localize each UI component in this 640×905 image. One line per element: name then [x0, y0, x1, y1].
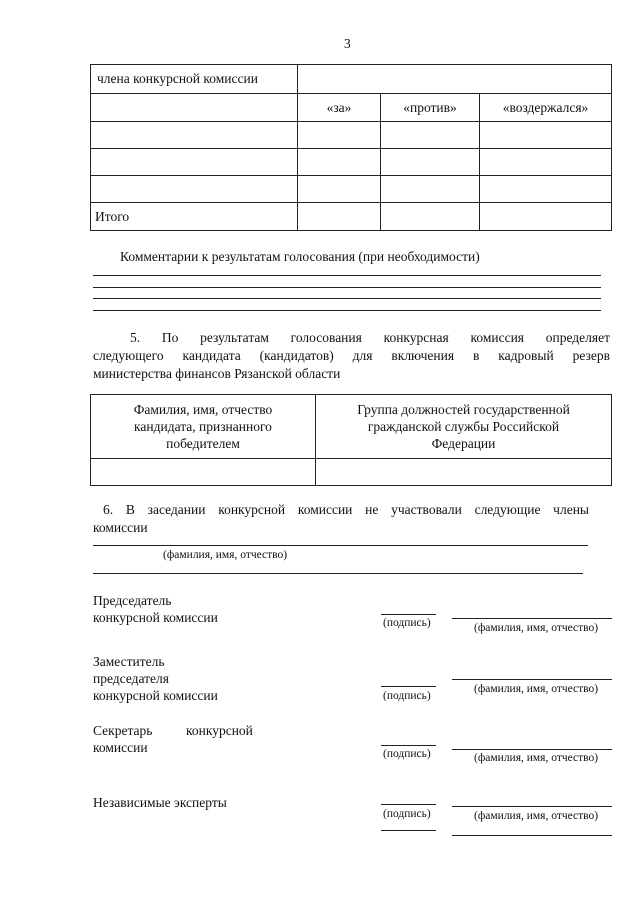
secretary-label-3: комиссии — [93, 740, 148, 755]
vote-table — [90, 64, 612, 231]
chairman-sign-hint: (подпись) — [383, 617, 431, 629]
table-row — [91, 459, 612, 486]
col-abstained: «воздержался» — [480, 94, 612, 122]
table-row — [91, 122, 612, 149]
deputy-label-1: Заместитель — [93, 654, 165, 669]
experts-fio-line-2 — [452, 835, 612, 836]
absent-members-line — [93, 573, 583, 574]
col-for: «за» — [298, 94, 381, 122]
secretary-sign-hint: (подпись) — [383, 748, 431, 760]
experts-sign-line-2 — [381, 830, 436, 831]
comments-label: Комментарии к результатам голосования (при необходимости) — [120, 249, 480, 264]
deputy-label-2: председателя — [93, 671, 169, 686]
section5-line2: следующего кандидата (кандидатов) для включения в кадровый резерв — [93, 348, 610, 363]
absent-fio-hint: (фамилия, имя, отчество) — [163, 549, 288, 561]
col-against: «против» — [381, 94, 480, 122]
secretary-label-1: Секретарь — [93, 723, 153, 738]
section6-line1: 6. В заседании конкурсной комиссии не участвовали следующие члены — [103, 502, 589, 517]
deputy-label-3: конкурсной комиссии — [93, 688, 218, 703]
page-number: 3 — [344, 36, 351, 51]
deputy-sign-line — [381, 686, 436, 687]
comment-line — [93, 287, 601, 288]
deputy-fio-line — [452, 679, 612, 680]
comment-line — [93, 275, 601, 276]
deputy-sign-hint: (подпись) — [383, 690, 431, 702]
secretary-sign-line — [381, 745, 436, 746]
winner-table — [90, 394, 612, 486]
secretary-fio-line — [452, 749, 612, 750]
section5-line1: 5. По результатам голосования конкурсная комиссия определяет — [130, 330, 610, 345]
experts-label: Независимые эксперты — [93, 795, 227, 810]
comment-line — [93, 298, 601, 299]
experts-fio-line — [452, 806, 612, 807]
comment-line — [93, 310, 601, 311]
vote-table-header: члена конкурсной комиссии — [91, 65, 298, 94]
experts-sign-hint: (подпись) — [383, 808, 431, 820]
total-label: Итого — [91, 203, 298, 231]
secretary-fio-hint: (фамилия, имя, отчество) — [474, 752, 599, 764]
winner-col1-header: Фамилия, имя, отчество кандидата, признанного победителем — [91, 395, 316, 459]
secretary-label-2: конкурсной — [186, 723, 253, 738]
chairman-label-2: конкурсной комиссии — [93, 610, 218, 625]
chairman-sign-line — [381, 614, 436, 615]
chairman-fio-line — [452, 618, 612, 619]
section5-line3: министерства финансов Рязанской области — [93, 366, 341, 381]
experts-fio-hint: (фамилия, имя, отчество) — [474, 810, 599, 822]
deputy-fio-hint: (фамилия, имя, отчество) — [474, 683, 599, 695]
chairman-fio-hint: (фамилия, имя, отчество) — [474, 622, 599, 634]
chairman-label-1: Председатель — [93, 593, 172, 608]
section6-line2: комиссии — [93, 520, 148, 535]
experts-sign-line — [381, 804, 436, 805]
table-row — [91, 149, 612, 176]
winner-col2-header: Группа должностей государственной гражданской службы Российской Федерации — [316, 395, 612, 459]
absent-members-line — [93, 545, 588, 546]
table-row — [91, 176, 612, 203]
